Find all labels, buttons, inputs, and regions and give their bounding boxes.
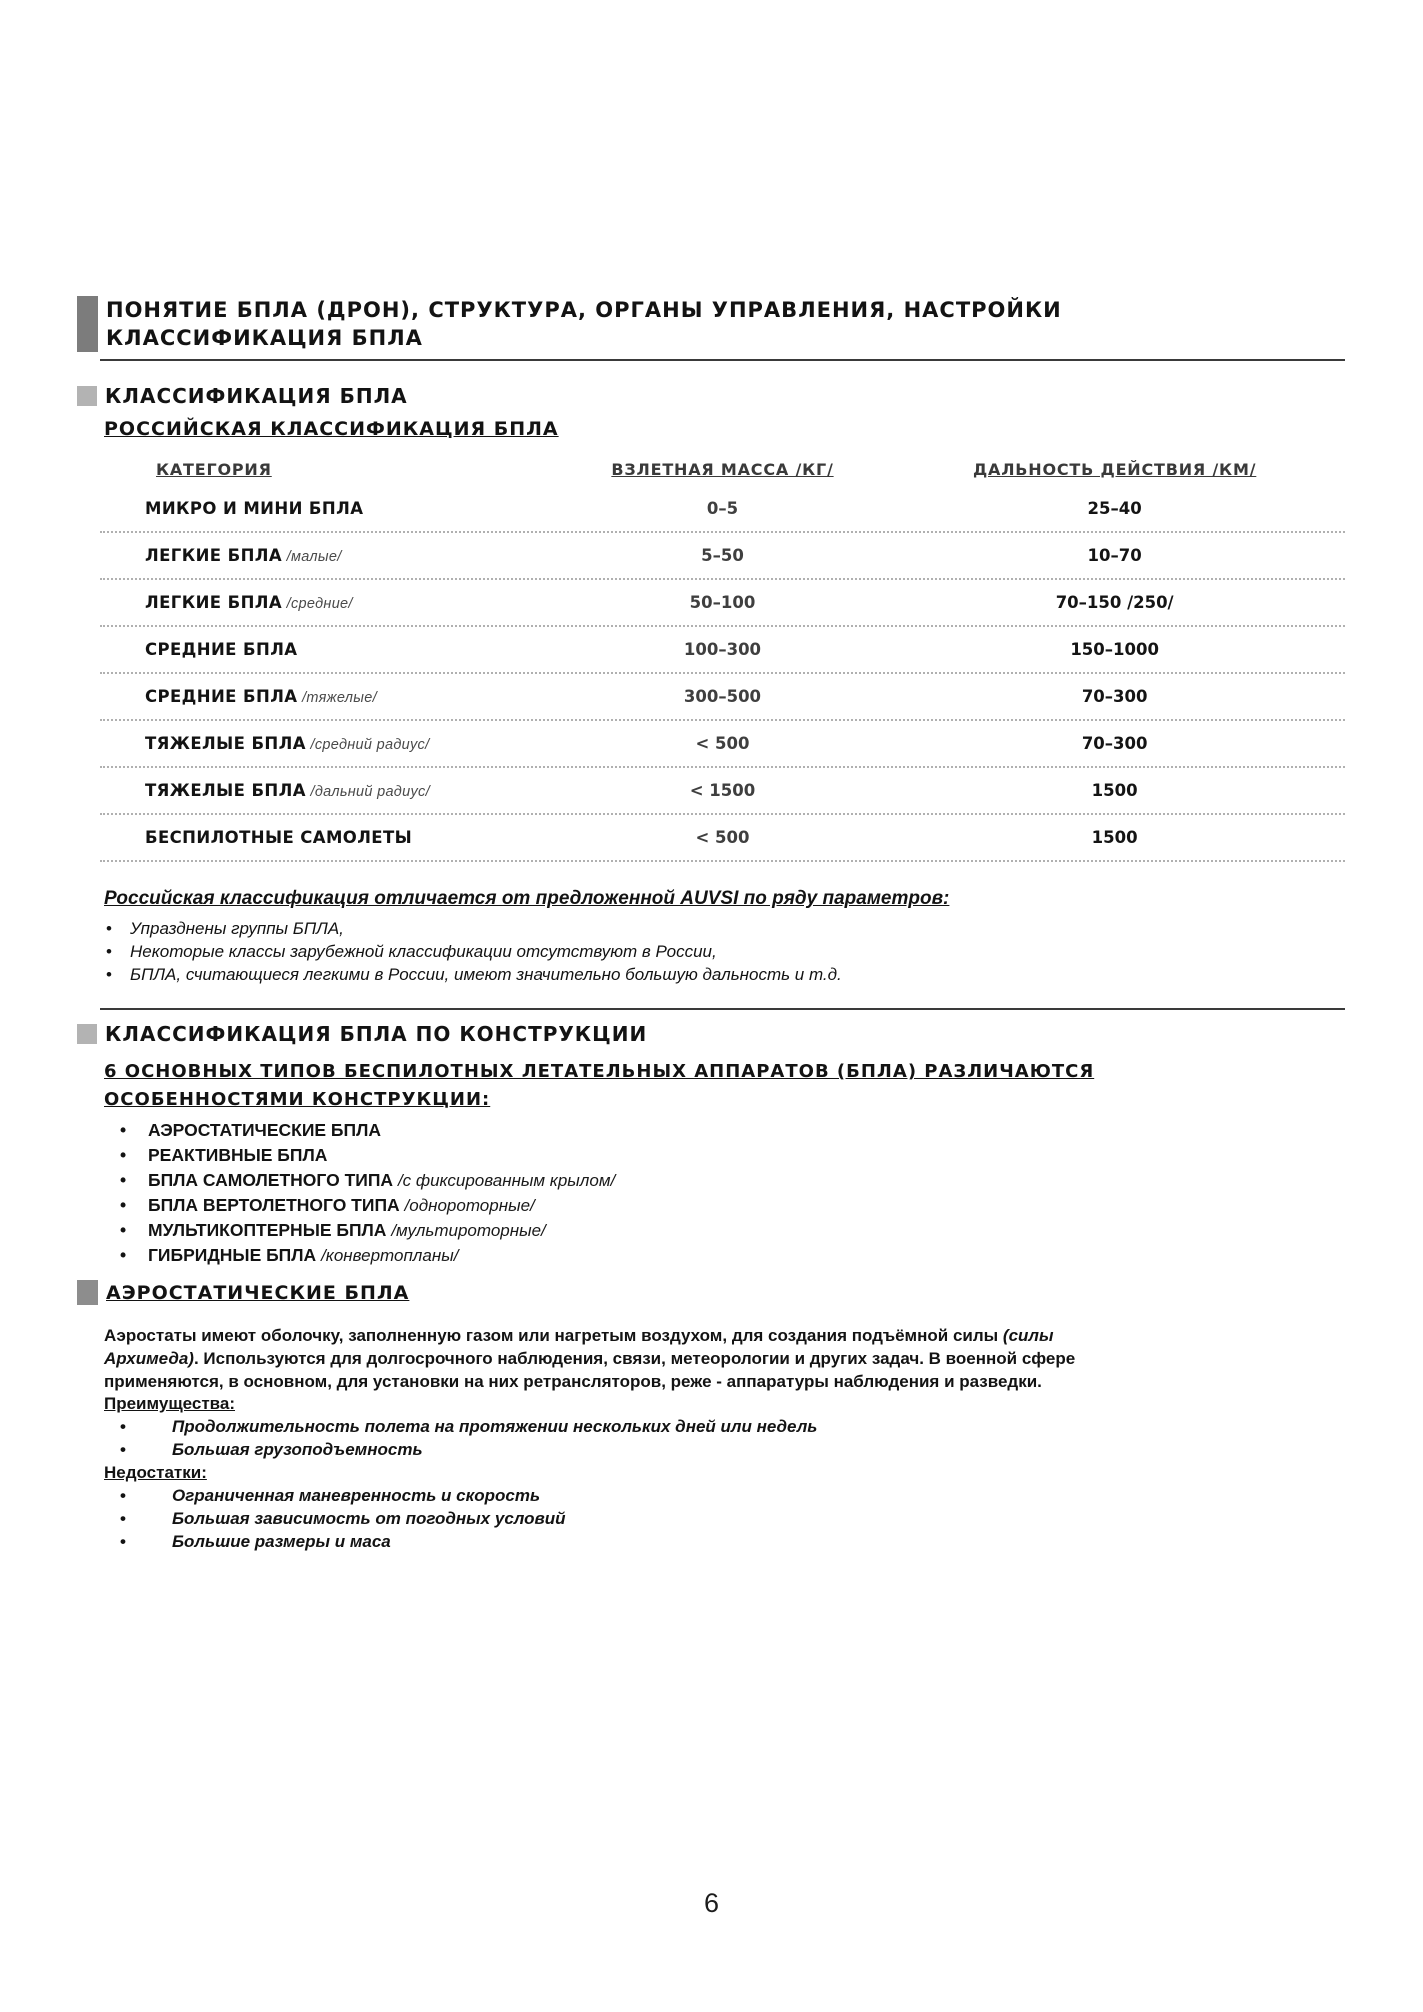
advantage-text: Большая грузоподъемность	[172, 1440, 423, 1459]
list-item	[104, 1438, 1104, 1461]
list-item	[104, 1415, 1104, 1438]
category-name: СРЕДНИЕ БПЛА	[145, 686, 298, 706]
russian-classification-subheading: РОССИЙСКАЯ КЛАССИФИКАЦИЯ БПЛА	[104, 418, 559, 440]
advantages-title: Преимущества:	[104, 1394, 236, 1413]
table-row	[100, 721, 1345, 768]
range-value: 25–40	[1087, 499, 1142, 518]
classification-note	[104, 888, 1264, 986]
disadvantage-text: Большая зависимость от погодных условий	[172, 1509, 566, 1528]
construction-subheading	[104, 1058, 1094, 1114]
mass-value: 50–100	[689, 593, 756, 612]
bullet-icon: •	[120, 1220, 127, 1240]
mass-value: < 500	[695, 828, 750, 847]
section-marker-icon	[77, 386, 97, 406]
aerostatic-paragraph	[104, 1324, 1092, 1393]
type-qualifier: /мультироторные/	[391, 1221, 546, 1240]
table-row	[100, 533, 1345, 580]
bullet-icon: •	[120, 1417, 126, 1436]
advantage-text: Продолжительность полета на протяжении нескольких дней или недель	[172, 1417, 818, 1436]
range-value: 1500	[1091, 828, 1138, 847]
type-name: АЭРОСТАТИЧЕСКИЕ БПЛА	[148, 1120, 382, 1140]
table-row	[100, 580, 1345, 627]
section-aerostatic-heading	[77, 1280, 409, 1305]
category-qualifier: /тяжелые/	[302, 689, 377, 706]
disadvantages-title: Недостатки:	[104, 1463, 207, 1482]
list-item	[104, 940, 1264, 963]
type-name: МУЛЬТИКОПТЕРНЫЕ БПЛА	[148, 1220, 387, 1240]
bullet-icon: •	[120, 1195, 127, 1215]
bullet-icon: •	[120, 1509, 126, 1528]
bullet-icon: •	[106, 919, 112, 938]
table-row	[100, 815, 1345, 862]
note-bullet-text: Некоторые классы зарубежной классификации отсутствуют в России,	[130, 942, 717, 961]
bullet-icon: •	[106, 942, 112, 961]
uav-types-list	[104, 1118, 615, 1268]
paragraph-text: Аэростаты имеют оболочку, заполненную газом или нагретым воздухом, для создания подъёмной силы	[104, 1326, 1003, 1345]
table-row	[100, 674, 1345, 721]
section-construction-heading	[77, 1022, 647, 1046]
list-item	[104, 1530, 1104, 1553]
pros-cons-block	[104, 1392, 1104, 1553]
list-item	[104, 1143, 615, 1168]
range-value: 70–150 /250/	[1055, 593, 1174, 612]
column-header-mass: ВЗЛЕТНАЯ МАССА /КГ/	[611, 459, 834, 479]
list-item	[104, 1218, 615, 1243]
range-value: 1500	[1091, 781, 1138, 800]
type-qualifier: /конвертопланы/	[321, 1246, 459, 1265]
note-bullet-text: БПЛА, считающиеся легкими в России, имеют значительно большую дальность и т.д.	[130, 965, 842, 984]
table-row	[100, 768, 1345, 815]
type-qualifier: /с фиксированным крылом/	[397, 1171, 616, 1190]
range-value: 150–1000	[1070, 640, 1159, 659]
paragraph-text: . Используются для долгосрочного наблюдения, связи, метеорологии и других задач. В военной сфере применяются, в основном, для установки на них ретрансляторов, реже - аппаратуры наблюдения и разведки.	[104, 1349, 1076, 1391]
list-item	[104, 1168, 615, 1193]
bullet-icon: •	[106, 965, 112, 984]
disadvantage-text: Большие размеры и маса	[172, 1532, 391, 1551]
category-qualifier: /малые/	[286, 548, 342, 565]
mass-value: 0–5	[706, 499, 739, 518]
category-name: ЛЕГКИЕ БПЛА	[145, 592, 283, 612]
type-name: РЕАКТИВНЫЕ БПЛА	[148, 1145, 328, 1165]
column-header-range: ДАЛЬНОСТЬ ДЕЙСТВИЯ /КМ/	[972, 459, 1257, 479]
page-title	[106, 296, 1062, 352]
bullet-icon: •	[120, 1170, 127, 1190]
table-header-row	[100, 452, 1345, 486]
type-name: ГИБРИДНЫЕ БПЛА	[148, 1245, 317, 1265]
category-name: БЕСПИЛОТНЫЕ САМОЛЕТЫ	[145, 827, 413, 847]
range-value: 70–300	[1081, 687, 1148, 706]
list-item	[104, 1507, 1104, 1530]
paragraph-italic-text: (силы Архимеда)	[104, 1326, 1054, 1368]
page-title-line2: КЛАССИФИКАЦИЯ БПЛА	[106, 326, 423, 350]
type-name: БПЛА САМОЛЕТНОГО ТИПА	[148, 1170, 394, 1190]
header-divider	[100, 359, 1345, 361]
list-item	[104, 1484, 1104, 1507]
section-classification-heading	[77, 384, 408, 408]
category-name: МИКРО И МИНИ БПЛА	[145, 498, 364, 518]
list-item	[104, 963, 1264, 986]
range-value: 70–300	[1081, 734, 1148, 753]
category-name: СРЕДНИЕ БПЛА	[145, 639, 298, 659]
bullet-icon: •	[120, 1440, 126, 1459]
construction-subheading-line2: ОСОБЕННОСТЯМИ КОНСТРУКЦИИ:	[104, 1089, 491, 1110]
bullet-icon: •	[120, 1120, 127, 1140]
category-qualifier: /средний радиус/	[310, 736, 430, 753]
note-bullet-text: Упразднены группы БПЛА,	[130, 919, 344, 938]
section-classification-title: КЛАССИФИКАЦИЯ БПЛА	[105, 384, 408, 408]
page-title-line1: ПОНЯТИЕ БПЛА (ДРОН), СТРУКТУРА, ОРГАНЫ УПРАВЛЕНИЯ, НАСТРОЙКИ	[106, 298, 1062, 322]
bullet-icon: •	[120, 1486, 126, 1505]
column-header-category: КАТЕГОРИЯ	[156, 459, 272, 479]
mass-value: < 500	[695, 734, 750, 753]
list-item	[104, 917, 1264, 940]
header-accent-bar-icon	[77, 296, 98, 352]
uav-classification-table	[100, 452, 1345, 862]
bullet-icon: •	[120, 1145, 127, 1165]
construction-subheading-line1: 6 ОСНОВНЫХ ТИПОВ БЕСПИЛОТНЫХ ЛЕТАТЕЛЬНЫХ АППАРАТОВ (БПЛА) РАЗЛИЧАЮТСЯ	[104, 1061, 1095, 1082]
list-item	[104, 1193, 615, 1218]
mass-value: 300–500	[683, 687, 762, 706]
range-value: 10–70	[1087, 546, 1142, 565]
mass-value: 5–50	[701, 546, 744, 565]
bullet-icon: •	[120, 1245, 127, 1265]
table-row	[100, 486, 1345, 533]
note-title: Российская классификация отличается от предложенной AUVSI по ряду параметров:	[104, 888, 950, 909]
section-aerostatic-title: АЭРОСТАТИЧЕСКИЕ БПЛА	[106, 1281, 410, 1304]
type-name: БПЛА ВЕРТОЛЕТНОГО ТИПА	[148, 1195, 400, 1215]
section-divider	[100, 1008, 1345, 1010]
list-item	[104, 1243, 615, 1268]
type-qualifier: /однороторные/	[404, 1196, 535, 1215]
category-qualifier: /средние/	[286, 595, 353, 612]
list-item	[104, 1118, 615, 1143]
category-qualifier: /дальний радиус/	[310, 783, 430, 800]
mass-value: 100–300	[683, 640, 762, 659]
category-name: ЛЕГКИЕ БПЛА	[145, 545, 283, 565]
mass-value: < 1500	[689, 781, 756, 800]
bullet-icon: •	[120, 1532, 126, 1551]
table-row	[100, 627, 1345, 674]
section-marker-icon	[77, 1280, 98, 1305]
page-header	[77, 296, 1062, 352]
section-marker-icon	[77, 1024, 97, 1044]
section-construction-title: КЛАССИФИКАЦИЯ БПЛА ПО КОНСТРУКЦИИ	[105, 1022, 648, 1046]
disadvantage-text: Ограниченная маневренность и скорость	[172, 1486, 541, 1505]
page-number: 6	[703, 1888, 720, 1918]
category-name: ТЯЖЕЛЫЕ БПЛА	[145, 780, 306, 800]
category-name: ТЯЖЕЛЫЕ БПЛА	[145, 733, 306, 753]
